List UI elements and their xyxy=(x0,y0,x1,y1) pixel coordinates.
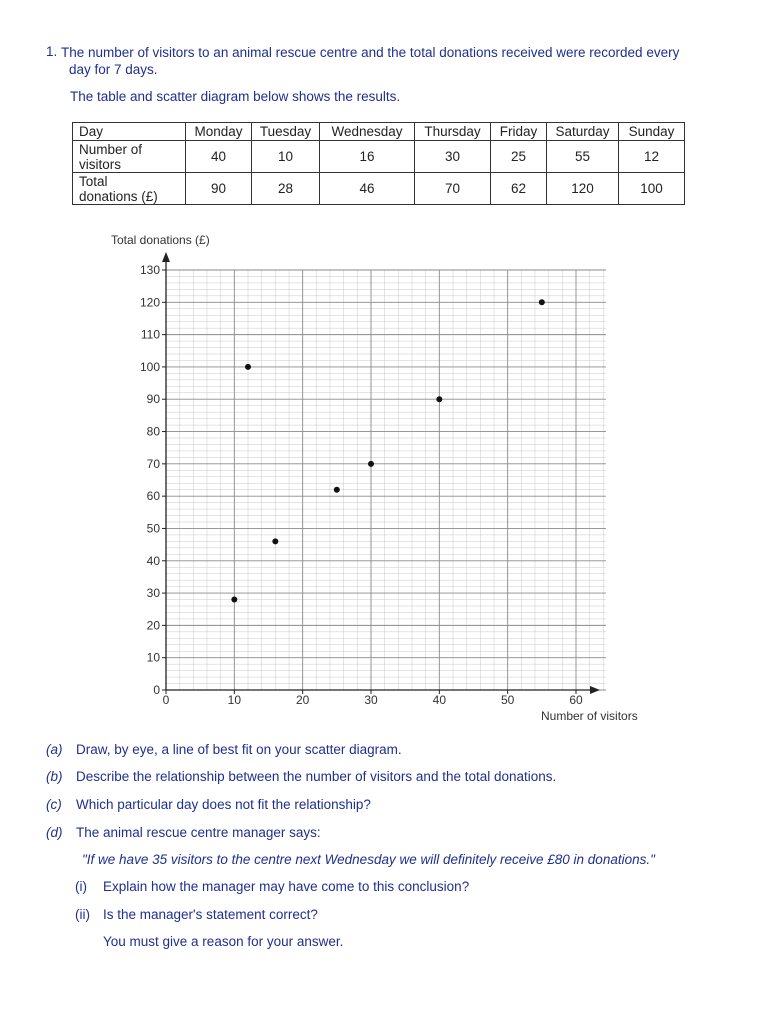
donations-label-line1: Total xyxy=(79,173,108,189)
part-text: Describe the relationship between the number of visitors and the total donations. xyxy=(76,769,557,784)
question-text-line2: day for 7 days. xyxy=(69,62,158,77)
x-tick-label: 40 xyxy=(432,693,447,707)
subpart-ii xyxy=(75,907,318,922)
part-text: The animal rescue centre manager says: xyxy=(76,825,321,840)
y-tick-label: 30 xyxy=(146,586,160,601)
y-tick-label: 10 xyxy=(146,650,160,665)
part-label: (a) xyxy=(46,742,63,757)
part-text: Which particular day does not fit the relationship? xyxy=(76,797,371,812)
y-tick-label: 90 xyxy=(146,392,160,407)
part-label: (d) xyxy=(46,825,63,840)
data-point xyxy=(272,538,278,544)
y-axis-label: Total donations (£) xyxy=(111,233,210,247)
question-intro: The table and scatter diagram below shows the results. xyxy=(70,89,401,104)
x-tick-label: 30 xyxy=(364,693,378,707)
table-cell: 25 xyxy=(491,141,547,173)
x-tick-label: 20 xyxy=(295,693,310,707)
manager-quote: "If we have 35 visitors to the centre next Wednesday we will definitely receive £80 in donations." xyxy=(82,852,655,867)
x-axis-label: Number of visitors xyxy=(541,709,638,723)
table-day-cell: Friday xyxy=(491,123,547,141)
table-cell: 55 xyxy=(547,141,619,173)
table-day-cell: Monday xyxy=(186,123,252,141)
table-cell: 120 xyxy=(547,173,619,205)
table-cell: 70 xyxy=(415,173,491,205)
part-label: (b) xyxy=(46,769,63,784)
data-point xyxy=(245,364,251,370)
donations-label-line2: donations (£) xyxy=(79,188,158,204)
question-text-line1: The number of visitors to an animal rescue centre and the total donations received were recorded every xyxy=(61,45,680,60)
y-tick-label: 80 xyxy=(146,424,160,439)
y-tick-label: 40 xyxy=(146,553,160,568)
part-d xyxy=(46,825,321,840)
reason-instruction: You must give a reason for your answer. xyxy=(103,934,344,949)
data-point xyxy=(368,461,374,467)
x-tick-label: 60 xyxy=(569,693,583,707)
subpart-label: (i) xyxy=(75,879,87,894)
table-day-cell: Sunday xyxy=(619,123,685,141)
subpart-label: (ii) xyxy=(75,907,90,922)
table-cell: 40 xyxy=(186,141,252,173)
visitors-label-line1: Number of xyxy=(79,141,143,157)
data-point xyxy=(436,396,442,402)
subpart-i xyxy=(75,879,469,894)
subpart-text: Is the manager's statement correct? xyxy=(103,907,318,922)
y-tick-label: 70 xyxy=(146,456,160,471)
table-header-day: Day xyxy=(73,123,186,141)
table-day-cell: Thursday xyxy=(415,123,491,141)
data-point xyxy=(334,487,340,493)
table-cell: 90 xyxy=(186,173,252,205)
y-tick-label: 120 xyxy=(139,295,160,310)
y-tick-label: 100 xyxy=(139,359,160,374)
visitors-label-line2: visitors xyxy=(79,156,122,172)
x-axis-arrow xyxy=(590,686,600,694)
y-tick-label: 130 xyxy=(139,263,160,277)
axes xyxy=(162,252,600,694)
table-cell: 100 xyxy=(619,173,685,205)
y-tick-label: 0 xyxy=(153,683,160,697)
y-tick-label: 20 xyxy=(146,618,160,633)
table-cell: 10 xyxy=(252,141,320,173)
data-point xyxy=(539,299,545,305)
x-tick-label: 10 xyxy=(227,693,242,707)
x-tick-label: 50 xyxy=(500,693,515,707)
table-day-cell: Saturday xyxy=(547,123,619,141)
table-cell: 62 xyxy=(491,173,547,205)
part-c xyxy=(46,797,371,812)
table-day-cell: Wednesday xyxy=(320,123,415,141)
table-day-cell: Tuesday xyxy=(252,123,320,141)
x-tick-label: 0 xyxy=(162,693,170,707)
table-cell: 16 xyxy=(320,141,415,173)
table-cell: 46 xyxy=(320,173,415,205)
grid-minor xyxy=(166,270,606,690)
y-tick-label: 50 xyxy=(146,521,160,536)
table-cell: 12 xyxy=(619,141,685,173)
part-text: Draw, by eye, a line of best fit on your scatter diagram. xyxy=(76,742,402,757)
part-b xyxy=(46,769,556,784)
question-number: 1. xyxy=(46,44,58,59)
subpart-text: Explain how the manager may have come to this conclusion? xyxy=(103,879,470,894)
part-label: (c) xyxy=(46,797,62,812)
y-tick-label: 110 xyxy=(140,327,160,342)
table-cell: 30 xyxy=(415,141,491,173)
grid-major xyxy=(166,270,606,690)
y-axis-arrow xyxy=(162,252,170,262)
table-cell: 28 xyxy=(252,173,320,205)
part-a xyxy=(46,742,402,757)
tick-labels xyxy=(140,263,583,707)
data-point xyxy=(231,597,237,603)
y-tick-label: 60 xyxy=(146,489,160,504)
